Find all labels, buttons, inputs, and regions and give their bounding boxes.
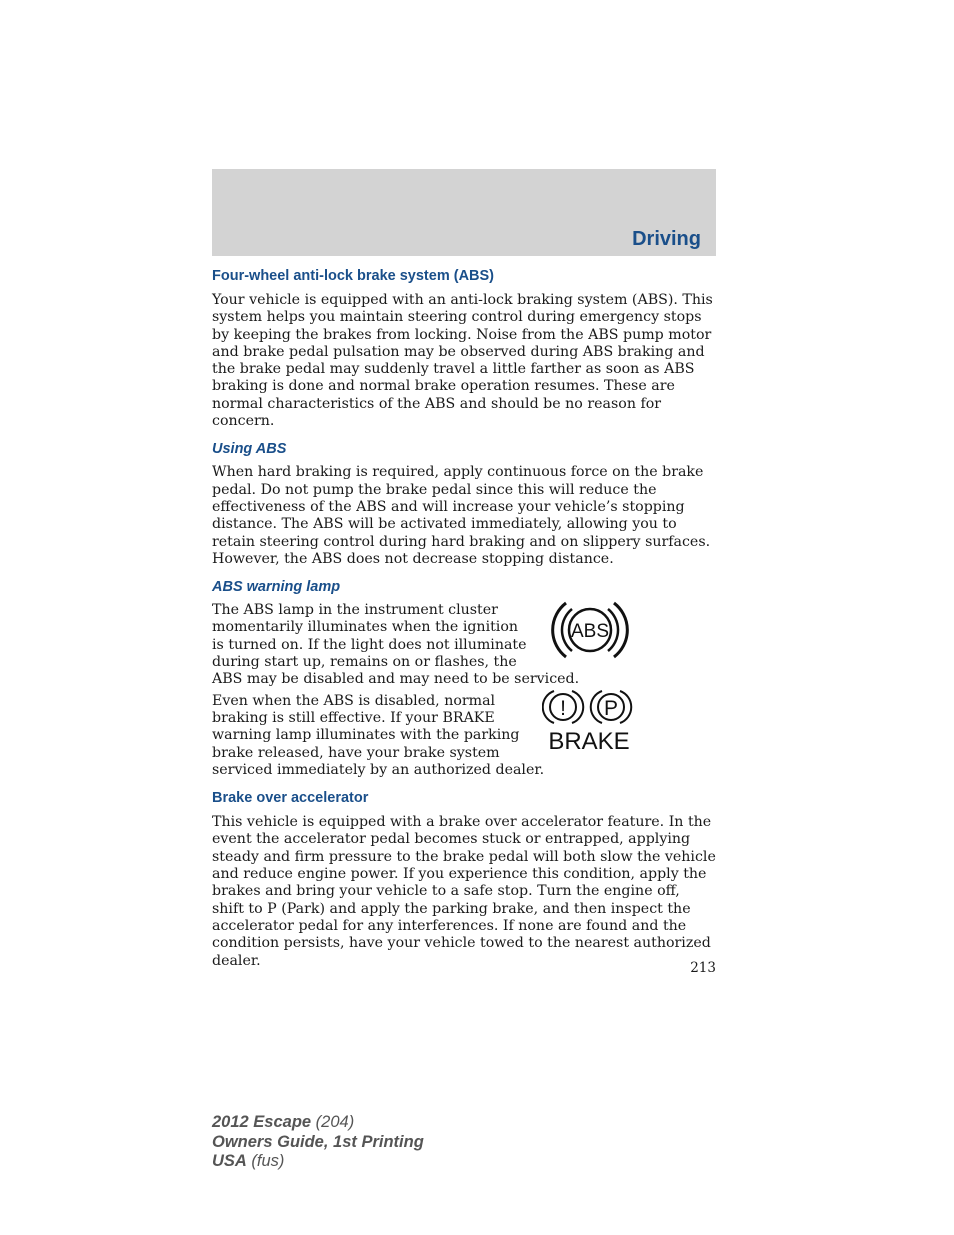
abs-lamp-block (212, 602, 716, 671)
abs-warning-lamp-heading: ABS warning lamp (212, 579, 341, 596)
brake-park-glyph: P (603, 696, 619, 720)
using-abs-body: When hard braking is required, apply continuous force on the brake pedal. Do not pump the brake pedal since this will reduce the effectiveness of the ABS and will increase your vehicle’s stopping distance. The ABS will be activated immediately, allowing you to retain steering control during hard braking and on slippery surfaces. However, the ABS does not decrease stopping distance. (212, 464, 711, 567)
brake-over-accelerator-heading: Brake over accelerator (212, 790, 369, 807)
brake-lamp-text: Even when the ABS is disabled, normal braking is still effective. If your BRAKE warning lamp illuminates with the parking brake released, have your brake system (212, 692, 520, 761)
brake-lamp-block (212, 693, 716, 762)
brake-icon-label: BRAKE (548, 727, 630, 753)
section-title: Driving (632, 228, 701, 250)
footer-line-market: USA (fus) (212, 1152, 285, 1170)
abs-warning-icon (550, 597, 630, 663)
brake-lamp-text-tail: serviced immediately by an authorized dealer. (212, 761, 545, 778)
abs-lamp-text-tail: ABS may be disabled and may need to be serviced. (212, 671, 580, 688)
footer-line-edition: Owners Guide, 1st Printing (212, 1132, 424, 1151)
using-abs-heading: Using ABS (212, 441, 287, 458)
abs-lamp-text: The ABS lamp in the instrument cluster momentarily illuminates when the ignition is turned on. If the light does not illuminate during start up, remains on or flashes, the (212, 602, 527, 671)
brake-exclaim-glyph: ! (560, 696, 566, 720)
brake-warning-icon (542, 689, 644, 753)
document-footer (212, 1113, 424, 1172)
abs-body: Your vehicle is equipped with an anti-lock braking system (ABS). This system helps you maintain steering control during emergency stops by keeping the brakes from locking. Noise from the ABS pump motor and brake pedal pulsation may be observed during ABS braking and the brake pedal may suddenly travel a little farther as soon as ABS braking is done and normal brake operation resumes. These are normal characteristics of the ABS and should be no reason for concern. (212, 292, 713, 430)
brake-over-accelerator-body: This vehicle is equipped with a brake over accelerator feature. In the event the accelerator pedal becomes stuck or entrapped, applying steady and firm pressure to the brake pedal will both slow the vehicle and reduce engine power. If you experience this condition, apply the brakes and bring your vehicle to a safe stop. Turn the engine off, shift to P (Park) and apply the parking brake, and then inspect the accelerator pedal for any interferences. If none are found and the condition persists, have your vehicle towed to the nearest authorized dealer. (212, 814, 716, 969)
footer-line-model: 2012 Escape (204) (212, 1113, 355, 1131)
page-content (212, 266, 716, 979)
page-number: 213 (690, 960, 716, 976)
abs-icon-label: ABS (570, 621, 610, 643)
abs-heading: Four-wheel anti-lock brake system (ABS) (212, 268, 495, 284)
section-header-band (212, 169, 716, 256)
